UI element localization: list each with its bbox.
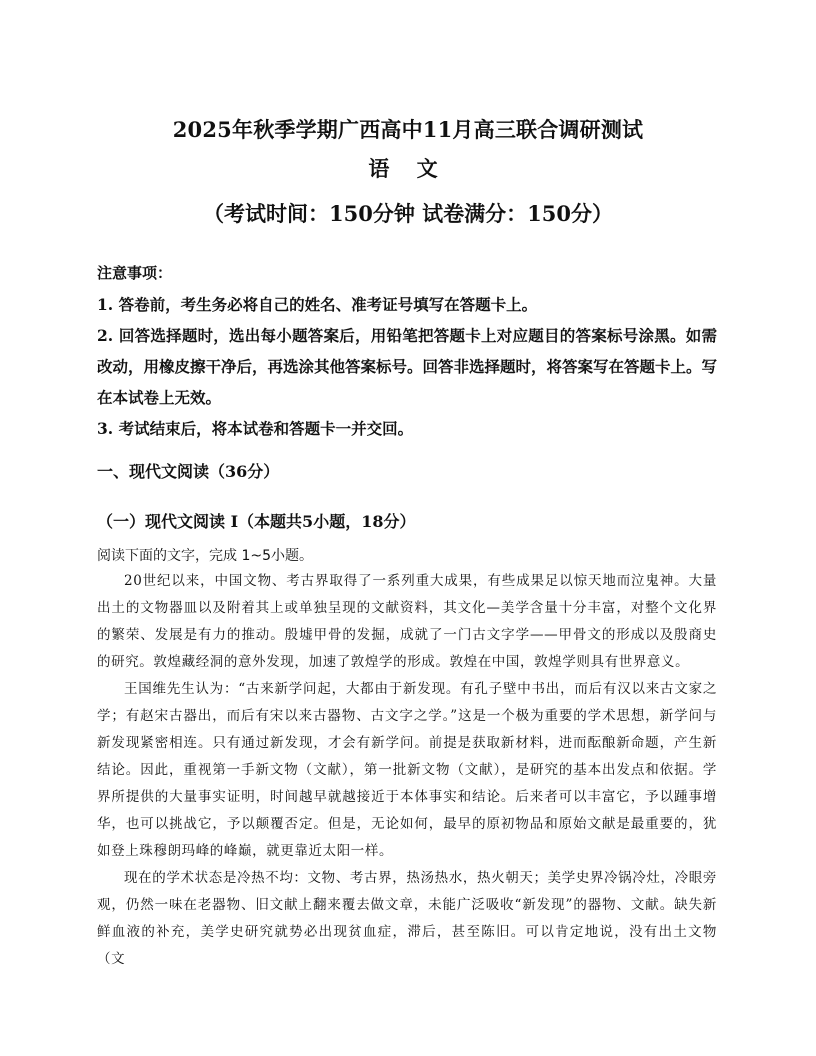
reading-passage [97,568,717,973]
subject-title: 语 文 [368,156,448,181]
section-title: 一、现代文阅读（36分） [97,462,280,481]
exam-info: （考试时间：150分钟 试卷满分：150分） [203,201,613,226]
passage-paragraph: 20世纪以来，中国文物、考古界取得了一系列重大成果，有些成果足以惊天地而泣鬼神。大量出土的文物器皿以及附着其上或单独呈现的文献资料，其文化—美学含量十分丰富，对整个文化界的繁荣、发展是有力的推动。殷墟甲骨的发掘，成就了一门古文字学——甲骨文的形成以及殷商史的研究。敦煌藏经洞的意外发现，加速了敦煌学的形成。敦煌在中国，敦煌学则具有世界意义。 [97,573,717,670]
notice-item: 2. 回答选择题时，选出每小题答案后，用铅笔把答题卡上对应题目的答案标号涂黑。如需改动，用橡皮擦干净后，再选涂其他答案标号。回答非选择题时，将答案写在答题卡上。写在本试卷上无效。 [97,326,718,407]
notices-heading: 注意事项： [97,264,173,282]
passage-paragraph: 王国维先生认为：“古来新学问起，大都由于新发现。有孔子壁中书出，而后有汉以来古文家之学；有赵宋古器出，而后有宋以来古器物、古文字之学。”这是一个极为重要的学术思想，新学问与新发现紧密相连。只有通过新发现，才会有新学问。前提是获取新材料，进而酝酿新命题，产生新结论。因此，重视第一手新文物（文献），第一批新文物（文献），是研究的基本出发点和依据。学界所提供的大量事实证明，时间越早就越接近于本体事实和结论。后来者可以丰富它，予以踵事增华，也可以挑战它，予以颠覆否定。但是，无论如何，最早的原初物品和原始文献是最重要的，犹如登上珠穆朗玛峰的峰巅，就更靠近太阳一样。 [97,681,717,859]
passage-paragraph: 现在的学术状态是冷热不均：文物、考古界，热汤热水，热火朝天；美学史界冷锅冷灶，冷眼旁观，仍然一味在老器物、旧文献上翻来覆去做文章，未能广泛吸收“新发现”的器物、文献。缺失新鲜血液的补充，美学史研究就势必出现贫血症，滞后，甚至陈旧。可以肯定地说，没有出土文物（文 [97,870,717,967]
notice-item: 3. 考试结束后，将本试卷和答题卡一并交回。 [97,419,414,438]
notices-list [97,289,717,444]
reading-instruction: 阅读下面的文字，完成 1~5小题。 [97,548,313,564]
exam-title: 2025年秋季学期广西高中11月高三联合调研测试 [172,117,644,142]
notice-item: 1. 答卷前，考生务必将自己的姓名、准考证号填写在答题卡上。 [97,295,538,314]
subsection-title: （一）现代文阅读 I（本题共5小题，18分） [97,512,416,531]
